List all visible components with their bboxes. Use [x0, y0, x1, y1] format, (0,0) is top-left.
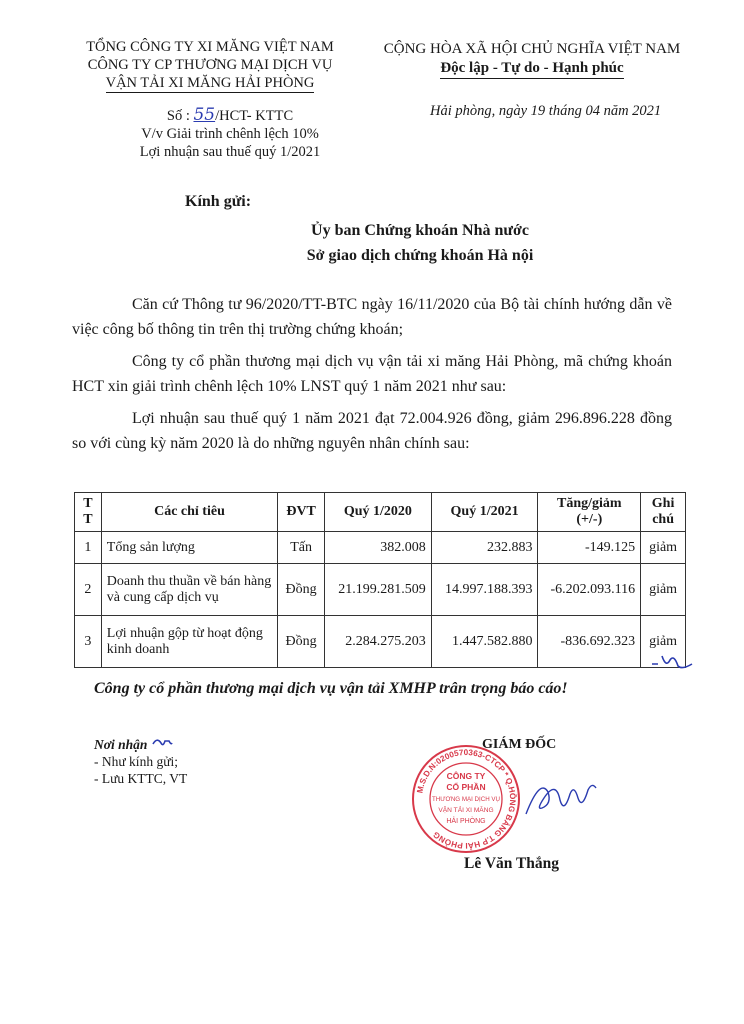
cell-stt: 3	[75, 616, 102, 668]
cell-unit: Đồng	[278, 616, 325, 668]
header-indicator: Các chỉ tiêu	[101, 493, 277, 532]
cell-indicator: Doanh thu thuần về bán hàng và cung cấp dịch vụ	[101, 564, 277, 616]
svg-text:THƯƠNG MẠI DỊCH VỤ: THƯƠNG MẠI DỊCH VỤ	[432, 796, 500, 803]
closing-statement: Công ty cổ phần thương mại dịch vụ vận tải XMHP trân trọng báo cáo!	[94, 680, 568, 697]
body-paragraph-3: Lợi nhuận sau thuế quý 1 năm 2021 đạt 72.004.926 đồng, giảm 296.896.228 đồng so với cùng kỳ năm 2020 là do những nguyên nhân chính sau:	[72, 410, 672, 452]
distribution-item-2: - Lưu KTTC, VT	[94, 771, 188, 786]
cell-stt: 1	[75, 532, 102, 564]
svg-text:CÔNG TY: CÔNG TY	[446, 771, 486, 781]
recipient-1: Ủy ban Chứng khoán Nhà nước	[311, 222, 529, 239]
signatory-title: GIÁM ĐỐC	[482, 737, 557, 752]
cell-note: giảm	[641, 532, 686, 564]
cell-indicator: Tổng sản lượng	[101, 532, 277, 564]
header-note: Ghi chú	[641, 493, 686, 532]
cell-change: -6.202.093.116	[538, 564, 641, 616]
table-header-row	[75, 493, 686, 532]
cell-stt: 2	[75, 564, 102, 616]
letter-body	[72, 293, 672, 456]
cell-q1-2021: 1.447.582.880	[431, 616, 538, 668]
table-row	[75, 532, 686, 564]
country-name: CỘNG HÒA XÃ HỘI CHỦ NGHĨA VIỆT NAM	[383, 41, 681, 57]
body-paragraph-2: Công ty cổ phần thương mại dịch vụ vận tải xi măng Hải Phòng, mã chứng khoán HCT xin giải trình chênh lệch 10% LNST quý 1 năm 2021 như sau:	[72, 353, 672, 395]
company-name-line1: CÔNG TY CP THƯƠNG MẠI DỊCH VỤ	[87, 57, 333, 73]
cell-q1-2020: 2.284.275.203	[325, 616, 432, 668]
national-header	[372, 40, 692, 79]
cell-note: giảm	[641, 564, 686, 616]
signature-icon	[520, 770, 600, 825]
cell-note: giảm	[641, 616, 686, 668]
cell-unit: Đồng	[278, 564, 325, 616]
company-seal-stamp	[410, 743, 522, 855]
cell-q1-2020: 382.008	[325, 532, 432, 564]
organization-header	[60, 38, 360, 93]
explanation-table	[74, 492, 686, 668]
cell-unit: Tấn	[278, 532, 325, 564]
cell-q1-2021: 14.997.188.393	[431, 564, 538, 616]
subject-line2: Lợi nhuận sau thuế quý 1/2021	[139, 144, 321, 160]
recipient-label: Kính gửi:	[185, 193, 252, 210]
distribution-item-1: - Như kính gửi;	[94, 754, 179, 769]
parent-company: TỔNG CÔNG TY XI MĂNG VIỆT NAM	[86, 39, 334, 55]
svg-text:CỔ PHẦN: CỔ PHẦN	[446, 782, 486, 792]
cell-q1-2021: 232.883	[431, 532, 538, 564]
cell-change: -149.125	[538, 532, 641, 564]
svg-text:M.S.D.N:0200570363-CTCP * Q.HỒ: M.S.D.N:0200570363-CTCP * Q.HỒNG BÀNG T.P HẢI PHÒNG	[415, 747, 518, 851]
distribution-list	[94, 735, 187, 787]
header-change: Tăng/giảm (+/-)	[538, 493, 641, 532]
body-paragraph-1: Căn cứ Thông tư 96/2020/TT-BTC ngày 16/11/2020 của Bộ tài chính hướng dẫn về việc công bố thông tin trên thị trường chứng khoán;	[72, 296, 672, 338]
national-motto: Độc lập - Tự do - Hạnh phúc	[440, 59, 623, 79]
ref-suffix: /HCT- KTTC	[215, 108, 294, 124]
initial-mark-icon	[648, 652, 698, 674]
table-row	[75, 616, 686, 668]
cell-q1-2020: 21.199.281.509	[325, 564, 432, 616]
recipient-list	[200, 218, 640, 268]
ref-prefix: Số :	[166, 108, 190, 124]
cell-indicator: Lợi nhuận gộp từ hoạt động kinh doanh	[101, 616, 277, 668]
header-q1-2021: Quý 1/2021	[431, 493, 538, 532]
cell-change: -836.692.323	[538, 616, 641, 668]
svg-text:VẬN TẢI XI MĂNG: VẬN TẢI XI MĂNG	[438, 807, 494, 814]
subject-line1: V/v Giải trình chênh lệch 10%	[141, 126, 319, 142]
signatory-name: Lê Văn Thắng	[464, 855, 560, 872]
recipient-2: Sở giao dịch chứng khoán Hà nội	[306, 247, 534, 264]
table-row	[75, 564, 686, 616]
company-name-line2: VẬN TẢI XI MĂNG HẢI PHÒNG	[105, 75, 315, 91]
handwritten-initial-icon	[151, 735, 173, 749]
header-unit: ĐVT	[278, 493, 325, 532]
document-date: Hải phòng, ngày 19 tháng 04 năm 2021	[430, 103, 662, 119]
svg-text:HẢI PHÒNG: HẢI PHÒNG	[446, 818, 486, 825]
document-reference	[100, 106, 360, 161]
ref-number: 55	[193, 105, 216, 125]
distribution-label: Nơi nhận	[94, 737, 148, 752]
header-q1-2020: Quý 1/2020	[325, 493, 432, 532]
header-stt: T T	[75, 493, 102, 532]
